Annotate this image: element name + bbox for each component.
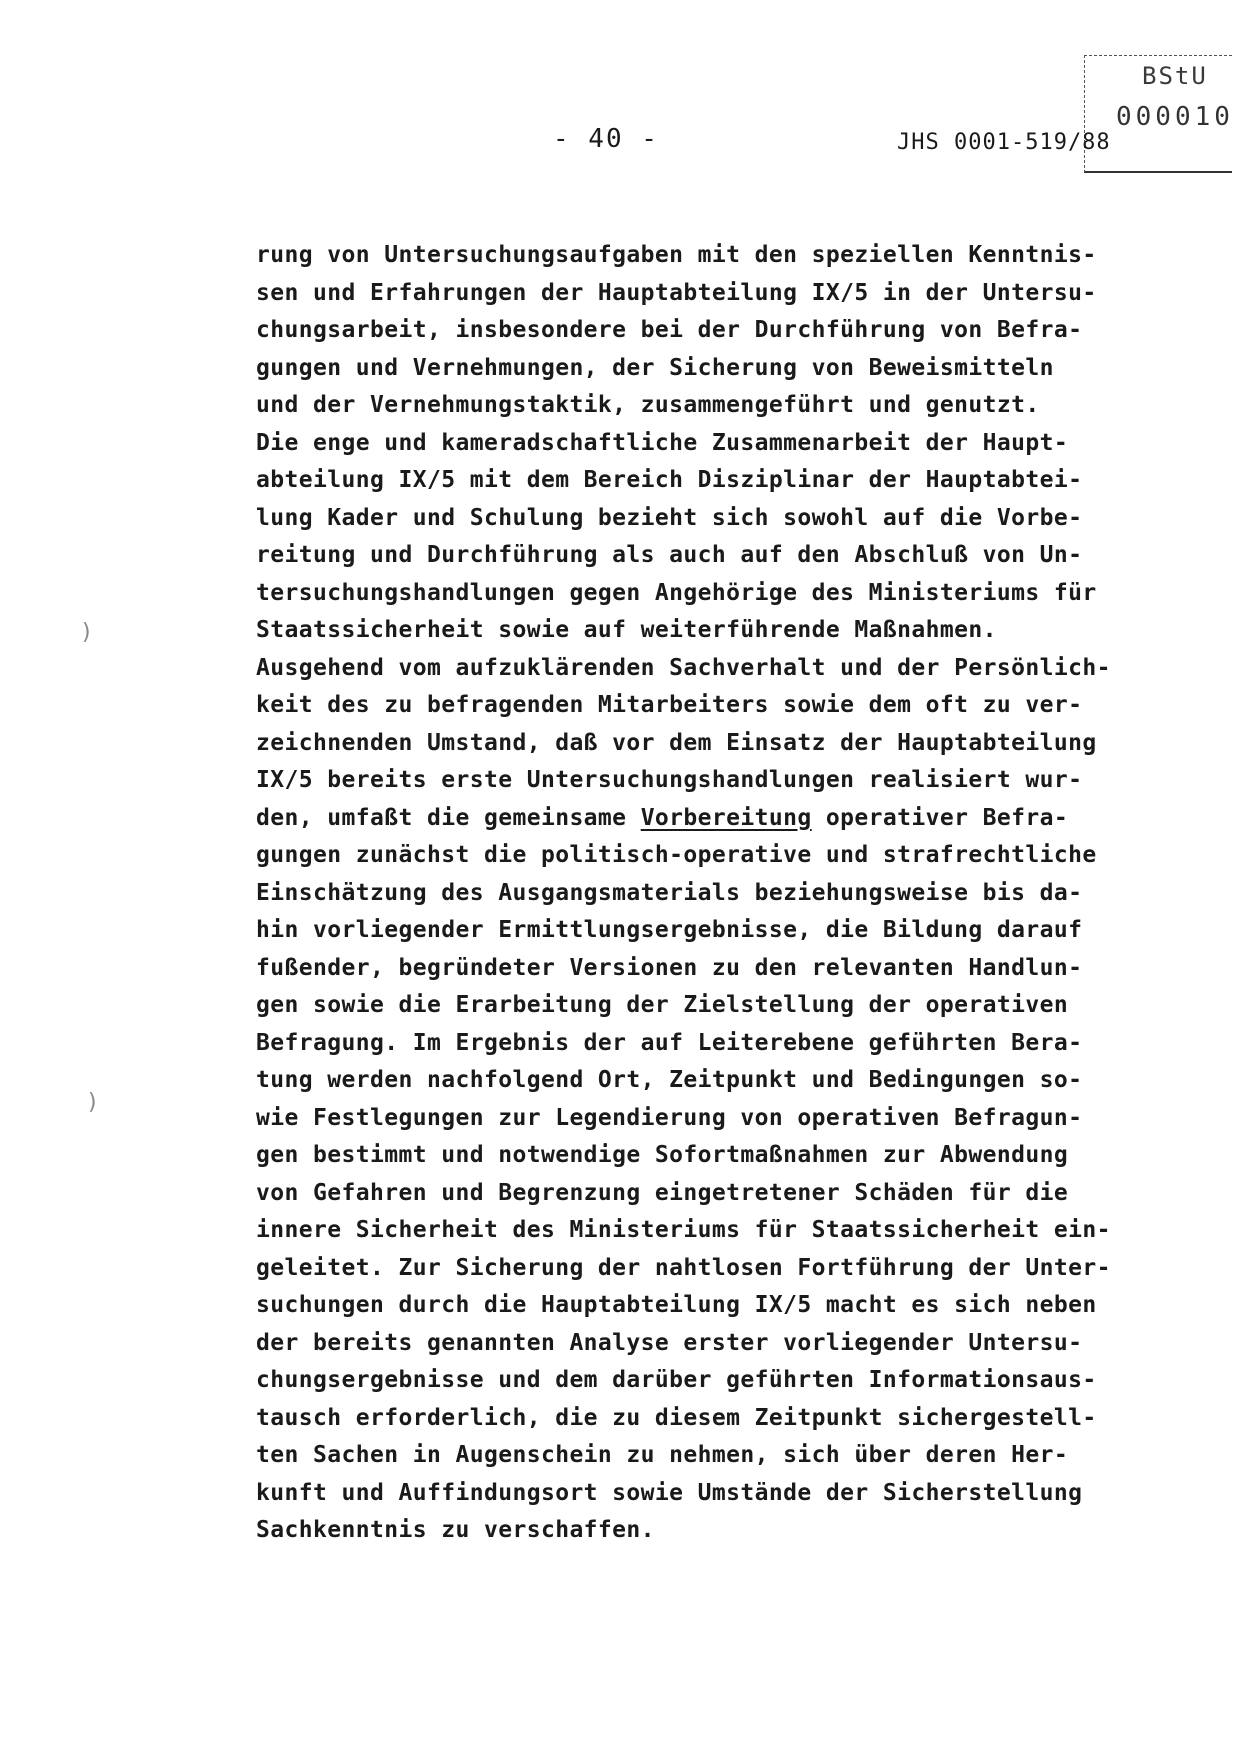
text-line: von Gefahren und Begrenzung eingetretener Schäden für die — [256, 1179, 1069, 1206]
body-text — [256, 237, 1196, 1550]
text-line: gungen zunächst die politisch-operative und strafrechtliche — [256, 842, 1097, 868]
text-line: suchungen durch die Hauptabteilung IX/5 macht es sich neben — [256, 1292, 1097, 1318]
margin-mark: ) — [80, 620, 94, 645]
text-line: chungsarbeit, insbesondere bei der Durchführung von Befra- — [256, 317, 1083, 343]
text-line: hin vorliegender Ermittlungsergebnisse, die Bildung darauf — [256, 917, 1083, 943]
text-line: sen und Erfahrungen der Hauptabteilung IX/5 in der Untersu- — [256, 279, 1097, 306]
text-line: gungen und Vernehmungen, der Sicherung von Beweismitteln — [256, 354, 1054, 381]
text-line: innere Sicherheit des Ministeriums für Staatssicherheit ein- — [256, 1217, 1111, 1243]
text-line: keit des zu befragenden Mitarbeiters sowie dem oft zu ver- — [256, 692, 1083, 718]
text-line: fußender, begründeter Versionen zu den relevanten Handlun- — [256, 954, 1083, 981]
text-line: ten Sachen in Augenschein zu nehmen, sich über deren Her- — [256, 1442, 1069, 1468]
document-reference: JHS 0001-519/88 — [897, 130, 1111, 155]
text-line: geleitet. Zur Sicherung der nahtlosen Fortführung der Unter- — [256, 1254, 1111, 1281]
text-line: Sachkenntnis zu verschaffen. — [256, 1517, 655, 1543]
text-line: Ausgehend vom aufzuklärenden Sachverhalt und der Persönlich- — [256, 654, 1111, 681]
text-line: gen bestimmt und notwendige Sofortmaßnahmen zur Abwendung — [256, 1142, 1069, 1168]
page-number: - 40 - — [553, 124, 659, 154]
text-line: IX/5 bereits erste Untersuchungshandlungen realisiert wur- — [256, 767, 1083, 793]
text-line: tersuchungshandlungen gegen Angehörige des Ministeriums für — [256, 579, 1097, 606]
text-line: und der Vernehmungstaktik, zusammengeführt und genutzt. — [256, 392, 1040, 418]
text-line: rung von Untersuchungsaufgaben mit den speziellen Kenntnis- — [256, 242, 1097, 268]
text-line-with-underline — [256, 800, 1196, 838]
text-segment: den, umfaßt die gemeinsame — [256, 804, 641, 831]
text-line: Befragung. Im Ergebnis der auf Leiterebene geführten Bera- — [256, 1029, 1083, 1056]
text-segment: operativer Befra- — [811, 804, 1069, 831]
underlined-word: Vorbereitung — [640, 804, 812, 831]
text-line: lung Kader und Schulung bezieht sich sowohl auf die Vorbe- — [256, 504, 1083, 531]
archive-stamp-number: 000010 — [1116, 102, 1234, 132]
text-line: chungsergebnisse und dem darüber geführten Informationsaus- — [256, 1367, 1097, 1393]
margin-mark: ) — [86, 1090, 100, 1115]
text-line: tausch erforderlich, die zu diesem Zeitpunkt sichergestell- — [256, 1404, 1097, 1431]
archive-stamp-label: BStU — [1142, 62, 1208, 90]
text-line: abteilung IX/5 mit dem Bereich Disziplinar der Hauptabtei- — [256, 467, 1083, 493]
text-line: Staatssicherheit sowie auf weiterführende Maßnahmen. — [256, 617, 997, 643]
text-line: Einschätzung des Ausgangsmaterials beziehungsweise bis da- — [256, 879, 1083, 906]
text-line: Die enge und kameradschaftliche Zusammenarbeit der Haupt- — [256, 429, 1069, 456]
text-line: zeichnenden Umstand, daß vor dem Einsatz der Hauptabteilung — [256, 729, 1097, 756]
text-line: der bereits genannten Analyse erster vorliegender Untersu- — [256, 1329, 1083, 1356]
text-line: gen sowie die Erarbeitung der Zielstellung der operativen — [256, 992, 1069, 1018]
text-line: wie Festlegungen zur Legendierung von operativen Befragun- — [256, 1104, 1083, 1131]
text-line: tung werden nachfolgend Ort, Zeitpunkt und Bedingungen so- — [256, 1067, 1083, 1093]
text-line: kunft und Auffindungsort sowie Umstände der Sicherstellung — [256, 1479, 1083, 1506]
text-line: reitung und Durchführung als auch auf den Abschluß von Un- — [256, 542, 1083, 568]
